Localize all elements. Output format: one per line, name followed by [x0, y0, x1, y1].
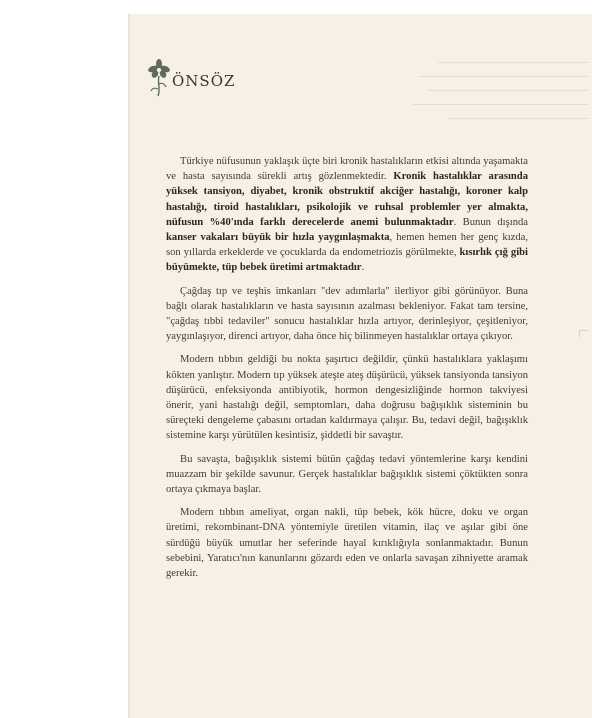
emphasis-text: kanser vakaları büyük bir hızla yaygınlaşmakta: [166, 232, 390, 244]
show-through-line: [413, 104, 588, 105]
flower-ornament-icon: [148, 58, 170, 98]
paragraph: [166, 505, 528, 581]
text-run: Türkiye nüfusunun yaklaşık üçte biri kronik hastalıkların etkisi altında yaşamakta ve hasta sayısında sürekli artış gözlenmektedir.: [166, 156, 528, 183]
text-run: , hemen hemen her genç kızda, son yıllarda erkeklerde ve çocuklarda da endometriozis görülmekte,: [166, 232, 528, 259]
emphasis-text: Kronik hastalıklar arasında yüksek tansiyon, diyabet, kronik obstruktif akciğer hastalığı, koroner kalp hastalığı, tiroid hastalıkları, psikolojik ve ruhsal problemler yer almakta, nüfusun %40'ında farklı derecelerde anemi bulunmaktadır: [166, 171, 528, 228]
text-run: Modern tıbbın ameliyat, organ nakli, tüp bebek, kök hücre, doku ve organ üretimi, rekombinant-DNA yöntemiyle üretilen vitamin, ilaç ve aşılar gibi öne sürdüğü büyük umutlar her seferinde hayal kırıklığıyla sonlanmaktadır. Bunun sebebini, Yaratıcı'nın kanunlarını gözardı eden ve onlarla savaşan zihniyette aramak gerekir.: [166, 507, 528, 580]
show-through-line: [448, 118, 588, 119]
paragraph: [166, 452, 528, 498]
book-page: [128, 14, 592, 718]
text-run: .: [361, 262, 365, 274]
chapter-heading: [148, 58, 235, 98]
text-run: Çağdaş tıp ve teşhis imkanları "dev adımlarla" ilerliyor gibi görünüyor. Buna bağlı olarak hastalıkların ve hasta sayısının azalması bekleniyor. Fakat tam tersine, "çağdaş tıbbi tedaviler" sonucu hastalıklar hızla artıyor, derinleşiyor, çeşitleniyor, yaygınlaşıyor, direnci artıyor, daha önce hiç bilinmeyen hastalıklar ortaya çıkıyor.: [166, 285, 528, 343]
show-through-line: [438, 62, 588, 63]
paragraph: [166, 154, 528, 276]
crop-mark: [579, 330, 588, 337]
show-through-line: [418, 76, 588, 77]
text-run: . Bunun dışında: [453, 216, 528, 228]
text-run: Modern tıbbın geldiği bu nokta şaşırtıcı değildir, çünkü hastalıklara yaklaşımı kökten yanlıştır. Modern tıp yüksek ateşte ateş düşürücü, yüksek tansiyonda tansiyon düşürücü, enfeksiyonda antibiyotik, hormon dengesizliğinde hormon takviyesi önerir, yani hastalığı değil, semptomları, daha doğrusu bağışıklık sisteminin bu süreçteki dengeleme çabasını ortadan kaldırmaya çalışır. Bu, tedavi değil, bağışıklık sistemine karşı yürütülen kesintisiz, şiddetli bir savaştır.: [166, 354, 528, 442]
paragraph: [166, 284, 528, 345]
body-text: [166, 154, 528, 589]
page-title: ÖNSÖZ: [172, 72, 236, 90]
text-run: Bu savaşta, bağışıklık sistemi bütün çağdaş tedavi yöntemlerine karşı kendini muazzam bir şekilde savunur. Gerçek hastalıklar bağışıklık sistemi çöktükten sonra ortaya çıkmaya başlar.: [166, 453, 528, 496]
show-through-line: [428, 90, 588, 91]
emphasis-text: kısırlık çığ gibi büyümekte, tüp bebek üretimi artmaktadır: [166, 247, 528, 274]
paragraph: [166, 352, 528, 443]
